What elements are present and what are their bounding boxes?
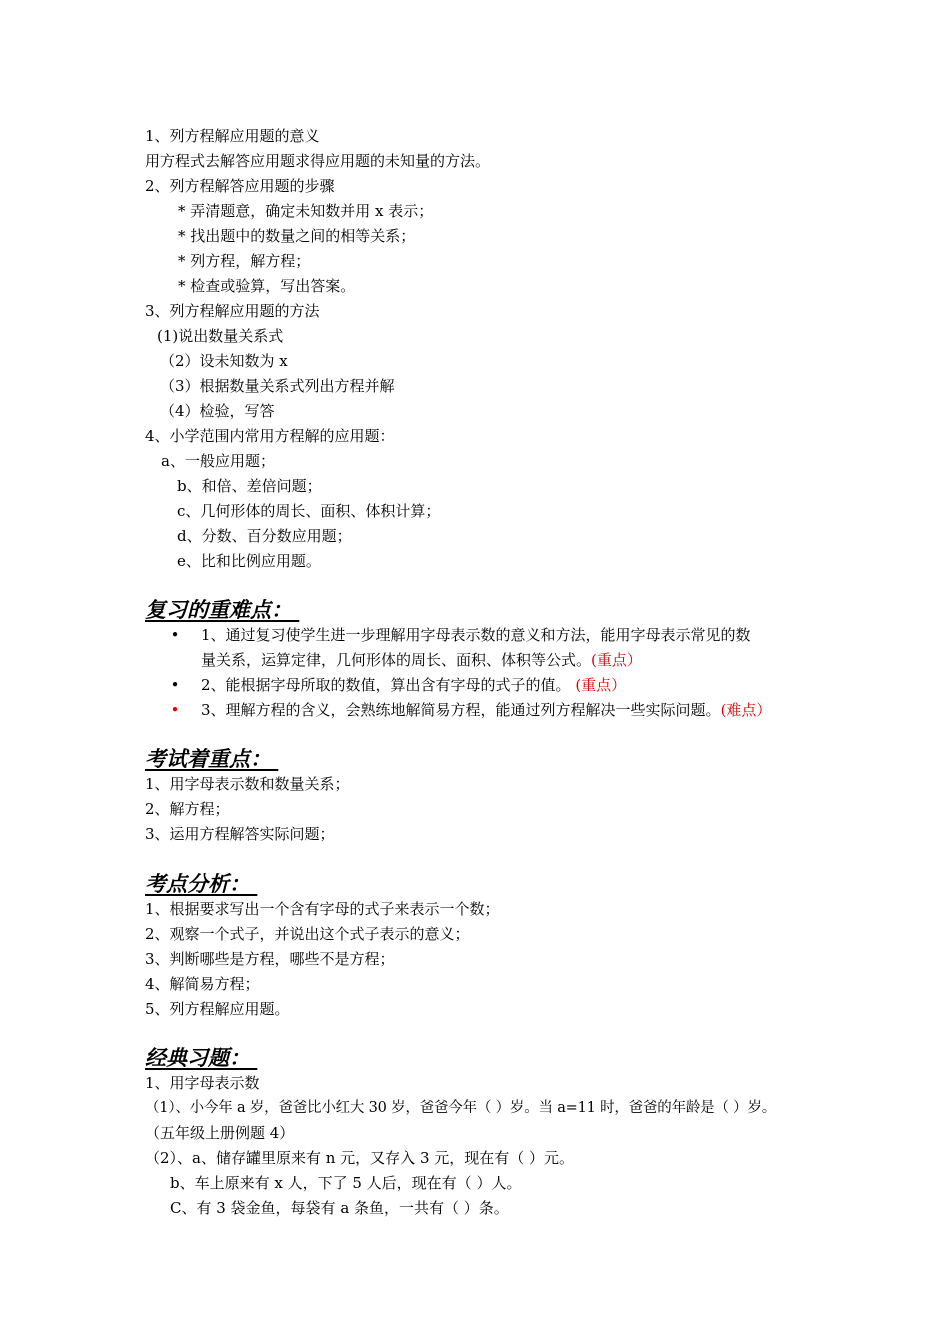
exam-item: 2、解方程； (145, 800, 230, 818)
analysis-item: 1、根据要求写出一个含有字母的式子来表示一个数； (145, 900, 500, 918)
step-item: * 列方程，解方程； (178, 252, 311, 270)
analysis-item: 4、解简易方程； (145, 975, 260, 993)
classic-heading: 经典习题： (145, 1045, 258, 1070)
section-title-steps: 2、列方程解答应用题的步骤 (145, 177, 335, 195)
exercise-line: （2）、a、储存罐里原来有 n 元，又存入 3 元，现在有（ ）元。 (145, 1149, 575, 1167)
section-title-types: 4、小学范围内常用方程解的应用题： (145, 427, 395, 445)
bullet-icon: • (170, 701, 180, 719)
review-item-1-line-2: 量关系，运算定律，几何形体的周长、面积、体积等公式。(重点） (201, 651, 642, 669)
exercise-line: 1、用字母表示数 (145, 1074, 260, 1092)
step-item: * 找出题中的数量之间的相等关系； (178, 227, 416, 245)
step-item: * 弄清题意，确定未知数并用 x 表示； (178, 202, 434, 220)
exam-item: 1、用字母表示数和数量关系； (145, 775, 350, 793)
exam-item: 3、运用方程解答实际问题； (145, 825, 335, 843)
exercise-line: （1）、小今年 a 岁，爸爸比小红大 30 岁，爸爸今年（ ）岁。当 a=11 时，爸爸的年龄是（ ）岁。 (145, 1100, 777, 1116)
type-item: e、比和比例应用题。 (177, 552, 321, 570)
bullet-icon: • (170, 676, 180, 694)
bullet-icon: • (170, 626, 180, 644)
analysis-item: 2、观察一个式子，并说出这个式子表示的意义； (145, 925, 470, 943)
key-point-tag: (重点） (591, 651, 642, 669)
method-item: (1)说出数量关系式 (157, 327, 284, 345)
method-item: （2）设未知数为 x (160, 352, 288, 370)
section-title-methods: 3、列方程解应用题的方法 (145, 302, 320, 320)
analysis-heading: 考点分析： (145, 871, 258, 896)
method-item: （3）根据数量关系式列出方程并解 (160, 377, 395, 395)
review-item-1-line-1: 1、通过复习使学生进一步理解用字母表示数的意义和方法，能用字母表示常见的数 (201, 626, 751, 644)
key-point-tag: (重点） (575, 676, 627, 694)
type-item: b、和倍、差倍问题； (177, 477, 322, 495)
method-item: （4）检验，写答 (160, 402, 275, 420)
difficult-point-tag: (难点） (720, 701, 772, 719)
review-heading: 复习的重难点： (145, 597, 300, 622)
analysis-item: 3、判断哪些是方程，哪些不是方程； (145, 950, 395, 968)
type-item: a、一般应用题； (161, 452, 275, 470)
exercise-line: b、车上原来有 x 人，下了 5 人后，现在有（ ）人。 (170, 1174, 522, 1192)
exam-heading: 考试着重点： (145, 746, 279, 771)
type-item: c、几何形体的周长、面积、体积计算； (177, 502, 441, 520)
step-item: * 检查或验算，写出答案。 (178, 277, 356, 295)
review-item-2: 2、能根据字母所取的数值，算出含有字母的式子的值。 (重点） (201, 676, 627, 694)
exercise-line: （五年级上册例题 4） (145, 1124, 295, 1142)
section-title-meaning: 1、列方程解应用题的意义 (145, 127, 320, 145)
type-item: d、分数、百分数应用题； (177, 527, 352, 545)
exercise-line: C、有 3 袋金鱼，每袋有 a 条鱼，一共有（ ）条。 (170, 1199, 509, 1217)
analysis-item: 5、列方程解应用题。 (145, 1000, 290, 1018)
meaning-text: 用方程式去解答应用题求得应用题的未知量的方法。 (145, 152, 491, 170)
review-item-3: 3、理解方程的含义，会熟练地解简易方程，能通过列方程解决一些实际问题。(难点） (201, 701, 772, 719)
